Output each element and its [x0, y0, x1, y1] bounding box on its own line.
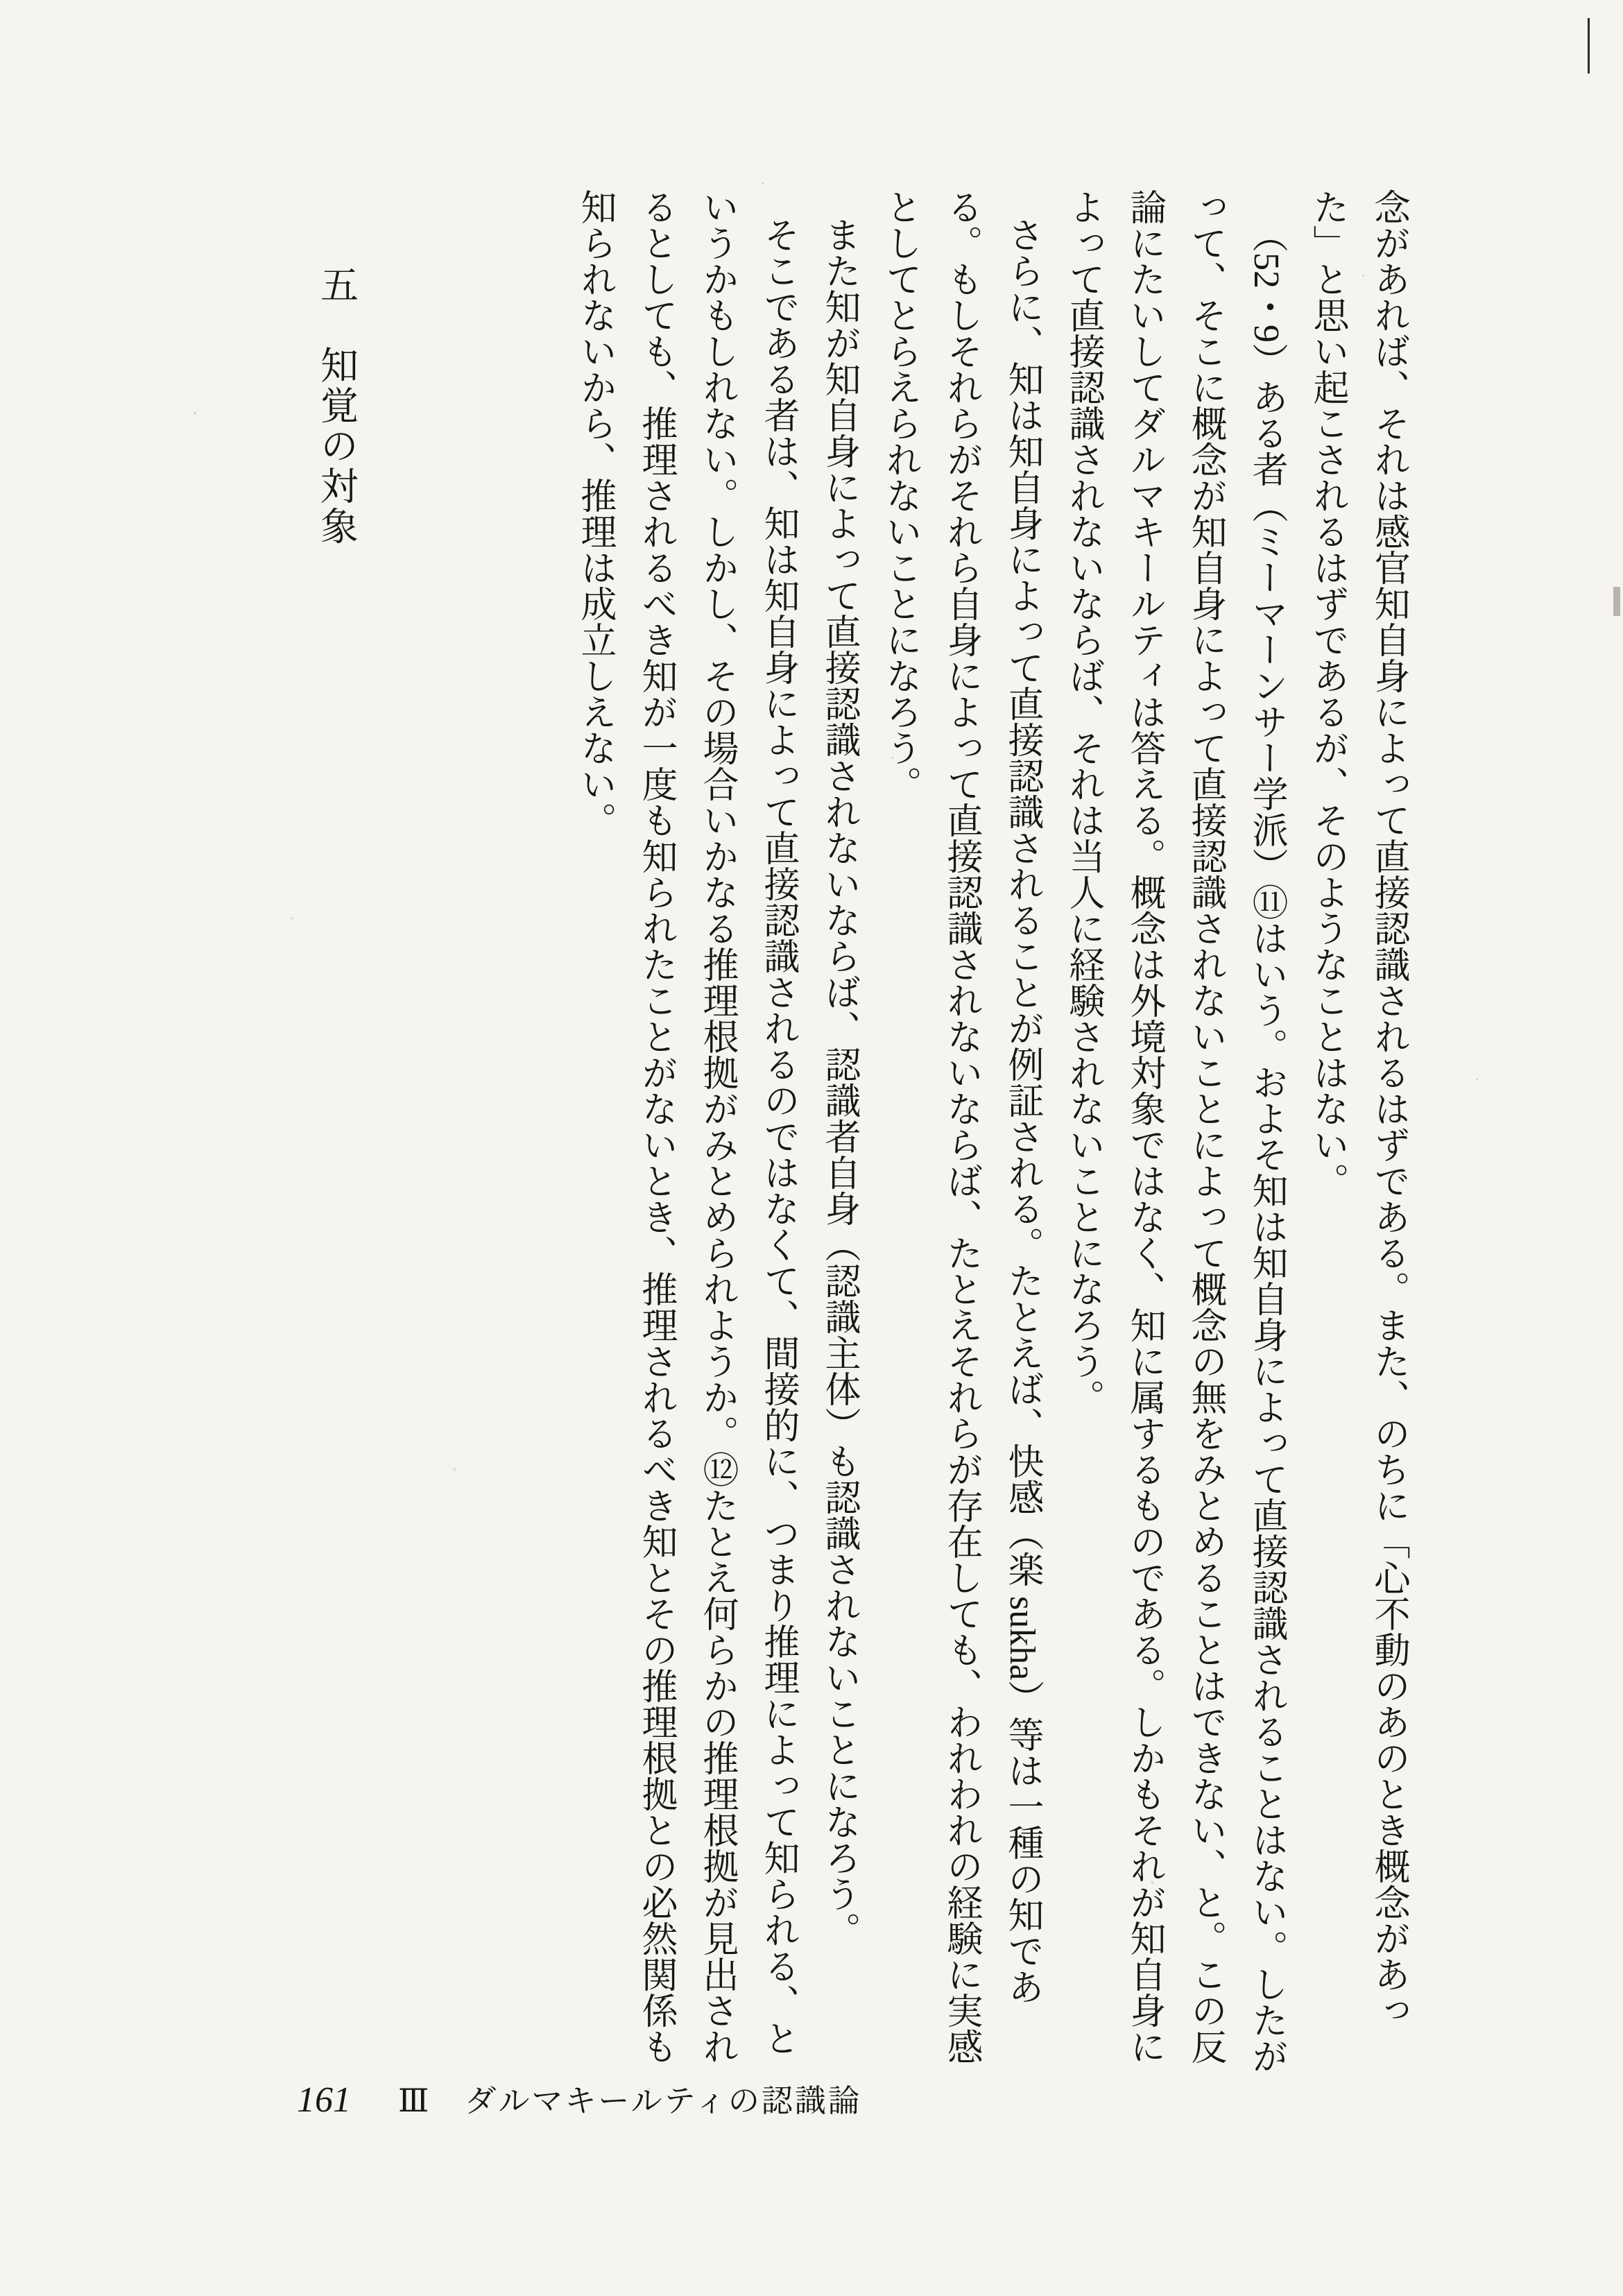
page-footer	[297, 2075, 861, 2121]
paragraph-4: また知が知自身によって直接認識されないならば、認識者自身（認識主体）も認識されないことになろう。	[819, 216, 859, 1948]
body-text	[564, 189, 1418, 2075]
paragraph-2: （52・9）ある者（ミーマーンサー学派）⑪はいう。およそ知は知自身によって直接認識されることはない。したがって、そこに概念が知自身によって直接認識されないことによって概念の無をみとめることはできない、と。この反論にたいしてダルマキールティは答える。概念は外境対象ではなく、知に属するものである。しかもそれが知自身によって直接認識されないならば、それは当人に経験されないことになろう。	[1063, 189, 1286, 2074]
section-title: 五 知覚の対象	[315, 265, 357, 547]
chapter-number: Ⅲ	[398, 2083, 429, 2118]
paragraph-5: そこである者は、知は知自身によって直接認識されるのではなくて、間接的に、つまり推理によって知られる、というかもしれない。しかし、その場合いかなる推理根拠がみとめられようか。⑫たとえ何らかの推理根拠が見出されるとしても、推理されるべき知が一度も知られたことがないとき、推理されるべき知とその推理根拠との必然関係も知られないから、推理は成立しえない。	[575, 189, 798, 2064]
scan-artifact-line	[1588, 18, 1590, 74]
chapter-title: ダルマキールティの認識論	[465, 2084, 861, 2118]
scan-artifact-mark	[1613, 587, 1620, 616]
paragraph-3: さらに、知は知自身によって直接認識されることが例証される。たとえば、快感（楽 sukha）等は一種の知である。もしそれらがそれら自身によって直接認識されないならば、たとえそれらが存在しても、われわれの経験に実感としてとらえられないことになろう。	[880, 189, 1042, 2064]
page-number: 161	[297, 2080, 351, 2120]
paragraph-1: 念があれば、それは感官知自身によって直接認識されるはずである。また、のちに「心不動のあのとき概念があった」と思い起こされるはずであるが、そのようなことはない。	[1307, 189, 1408, 2028]
